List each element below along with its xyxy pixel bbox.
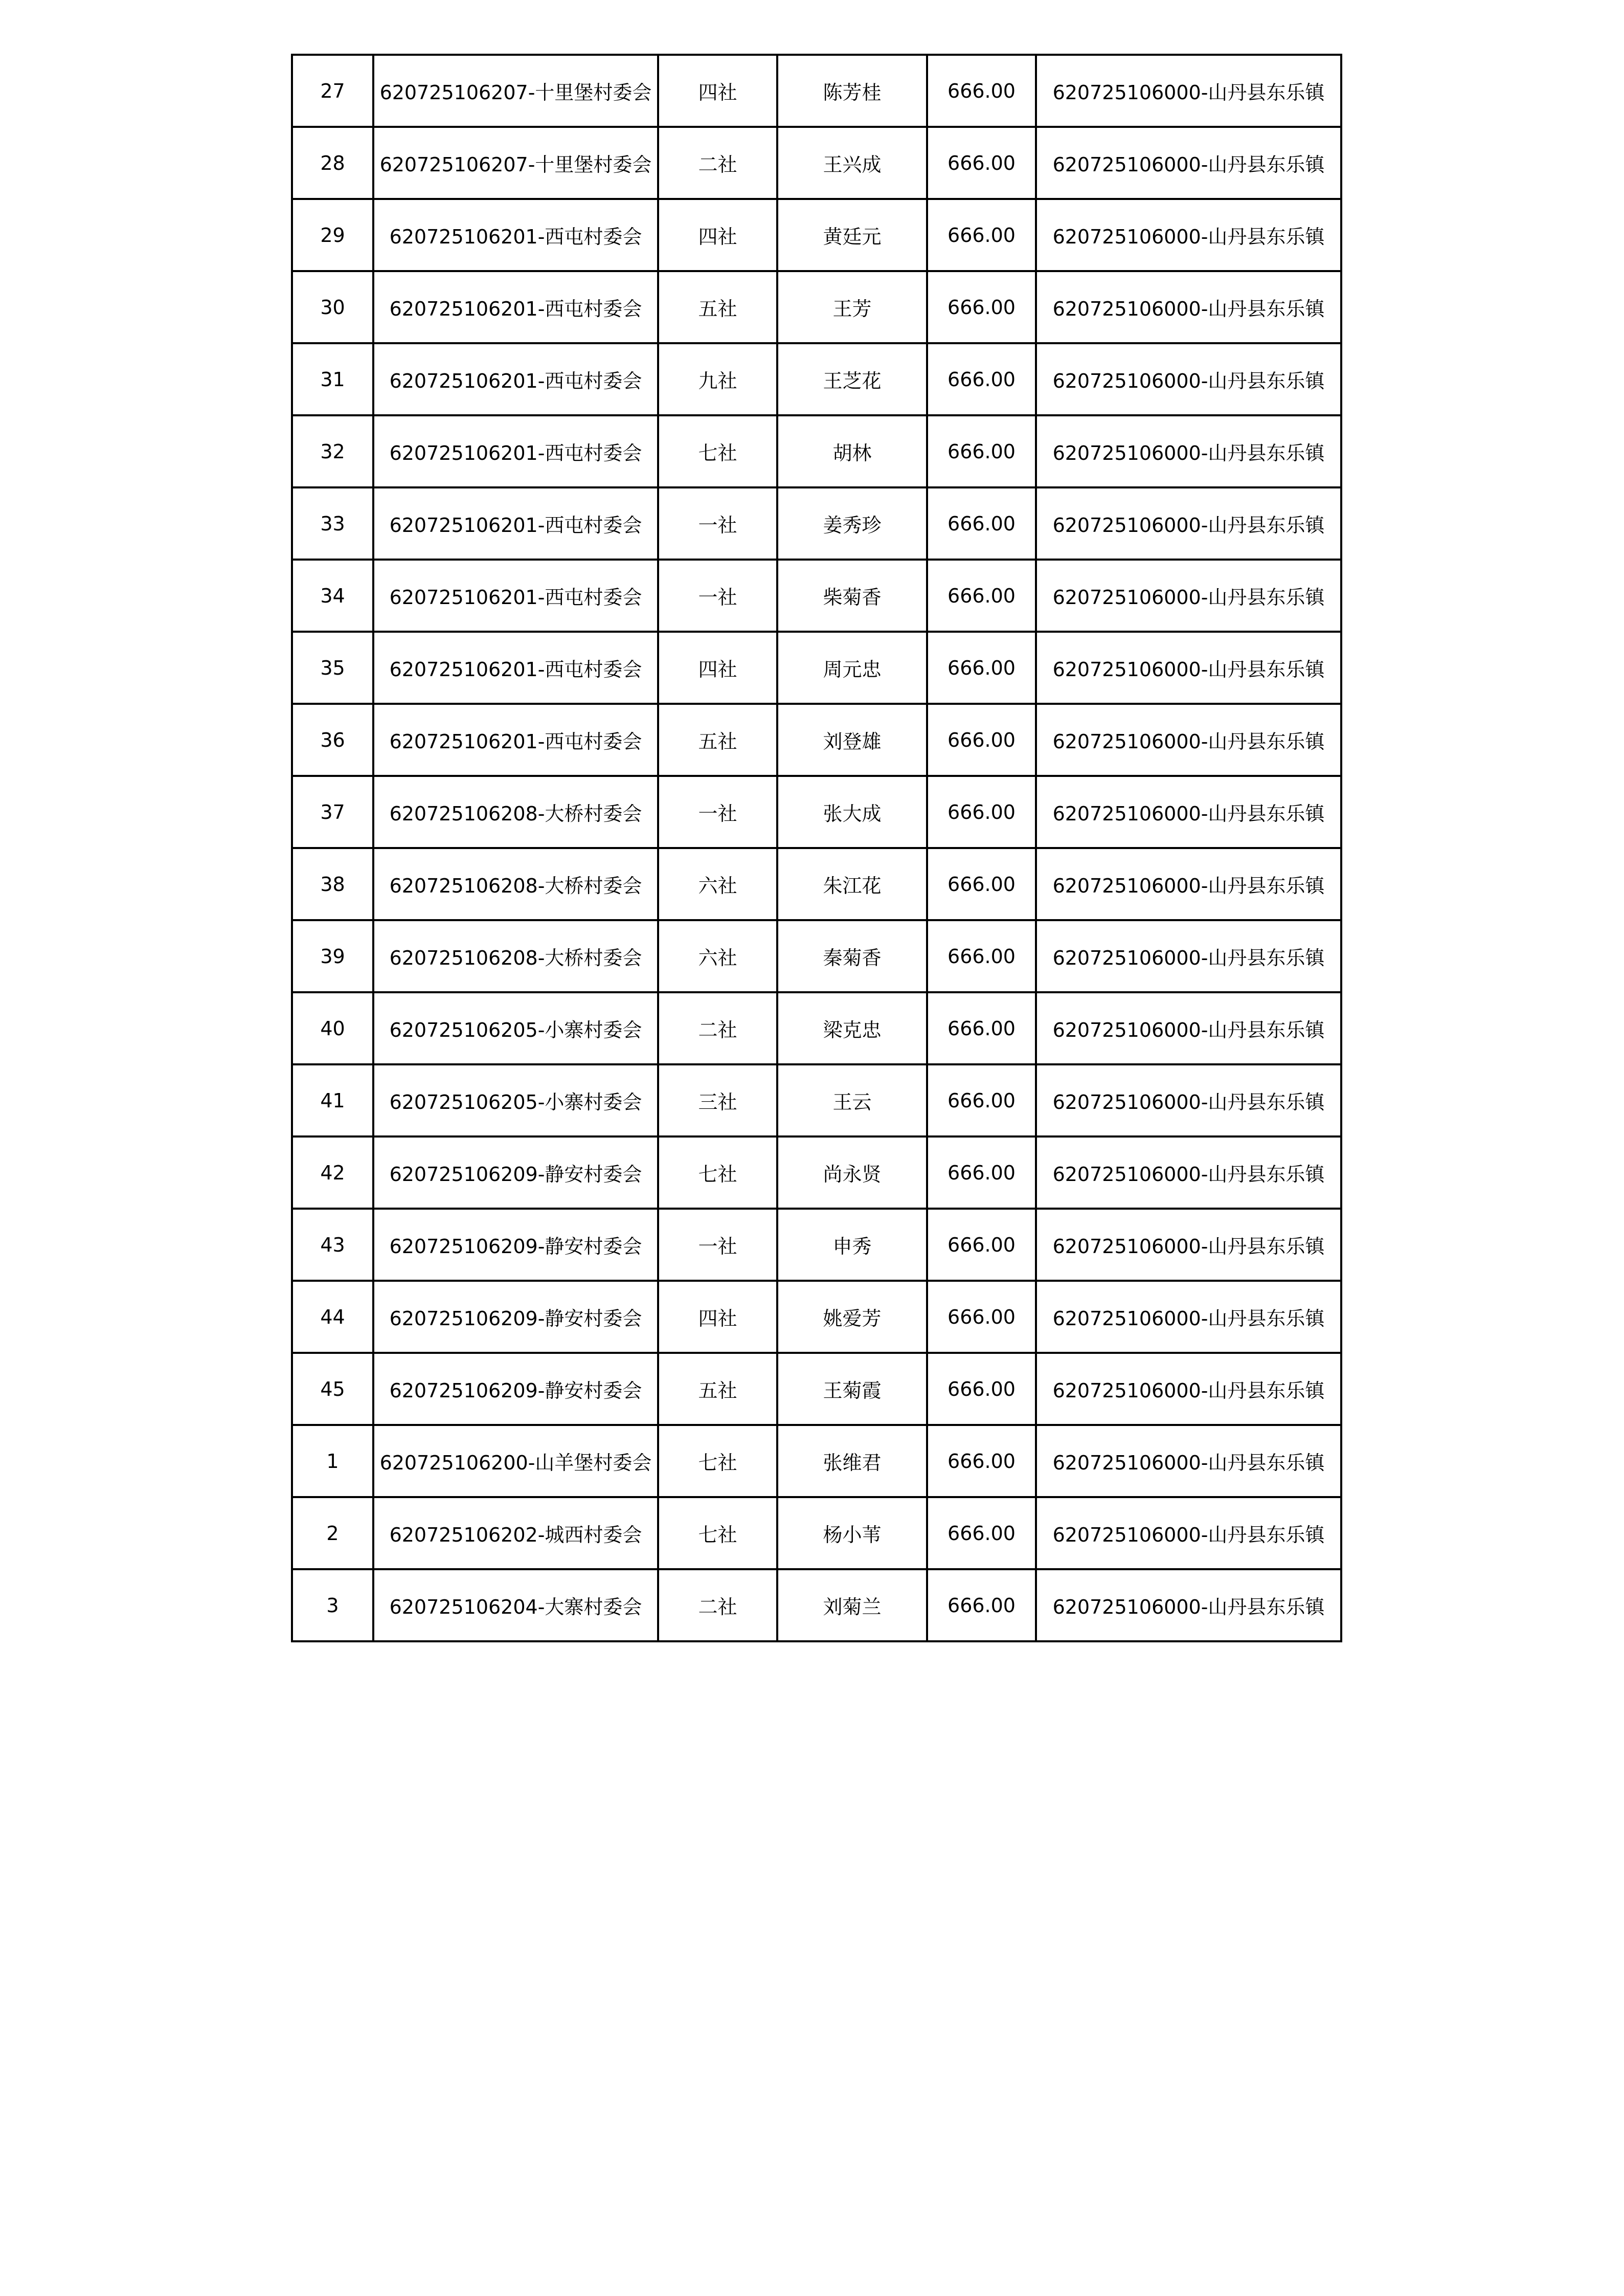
- village-group-cell: 一社: [658, 776, 777, 848]
- amount-cell: 666.00: [927, 415, 1036, 487]
- village-committee-cell: 620725106208-大桥村委会: [373, 920, 658, 992]
- village-group-cell: 一社: [658, 487, 777, 560]
- amount-cell: 666.00: [927, 55, 1036, 127]
- person-name-cell: 周元忠: [777, 632, 927, 704]
- amount-cell: 666.00: [927, 632, 1036, 704]
- village-committee-cell: 620725106209-静安村委会: [373, 1281, 658, 1353]
- township-cell: 620725106000-山丹县东乐镇: [1036, 848, 1341, 920]
- village-committee-cell: 620725106208-大桥村委会: [373, 848, 658, 920]
- row-index-cell: 35: [292, 632, 373, 704]
- amount-cell: 666.00: [927, 560, 1036, 632]
- village-group-cell: 四社: [658, 632, 777, 704]
- township-cell: 620725106000-山丹县东乐镇: [1036, 1064, 1341, 1136]
- person-name-cell: 黄廷元: [777, 199, 927, 271]
- village-group-cell: 七社: [658, 1425, 777, 1497]
- table-row: [292, 415, 1341, 487]
- row-index-cell: 39: [292, 920, 373, 992]
- amount-cell: 666.00: [927, 199, 1036, 271]
- village-group-cell: 二社: [658, 1569, 777, 1641]
- village-committee-cell: 620725106207-十里堡村委会: [373, 127, 658, 199]
- village-committee-cell: 620725106201-西屯村委会: [373, 632, 658, 704]
- township-cell: 620725106000-山丹县东乐镇: [1036, 632, 1341, 704]
- person-name-cell: 王兴成: [777, 127, 927, 199]
- table-row: [292, 776, 1341, 848]
- township-cell: 620725106000-山丹县东乐镇: [1036, 199, 1341, 271]
- amount-cell: 666.00: [927, 776, 1036, 848]
- amount-cell: 666.00: [927, 848, 1036, 920]
- village-group-cell: 六社: [658, 848, 777, 920]
- table-row: [292, 1497, 1341, 1569]
- village-group-cell: 一社: [658, 560, 777, 632]
- township-cell: 620725106000-山丹县东乐镇: [1036, 920, 1341, 992]
- amount-cell: 666.00: [927, 1064, 1036, 1136]
- village-group-cell: 四社: [658, 1281, 777, 1353]
- township-cell: 620725106000-山丹县东乐镇: [1036, 487, 1341, 560]
- row-index-cell: 2: [292, 1497, 373, 1569]
- row-index-cell: 40: [292, 992, 373, 1064]
- person-name-cell: 王云: [777, 1064, 927, 1136]
- village-group-cell: 五社: [658, 1353, 777, 1425]
- table-row: [292, 920, 1341, 992]
- person-name-cell: 柴菊香: [777, 560, 927, 632]
- township-cell: 620725106000-山丹县东乐镇: [1036, 776, 1341, 848]
- table-row: [292, 1209, 1341, 1281]
- table-row: [292, 1064, 1341, 1136]
- amount-cell: 666.00: [927, 1136, 1036, 1209]
- amount-cell: 666.00: [927, 992, 1036, 1064]
- table-row: [292, 1281, 1341, 1353]
- row-index-cell: 27: [292, 55, 373, 127]
- row-index-cell: 29: [292, 199, 373, 271]
- person-name-cell: 申秀: [777, 1209, 927, 1281]
- township-cell: 620725106000-山丹县东乐镇: [1036, 55, 1341, 127]
- amount-cell: 666.00: [927, 1497, 1036, 1569]
- row-index-cell: 3: [292, 1569, 373, 1641]
- amount-cell: 666.00: [927, 1353, 1036, 1425]
- township-cell: 620725106000-山丹县东乐镇: [1036, 992, 1341, 1064]
- table-container: [291, 54, 1342, 1642]
- amount-cell: 666.00: [927, 1209, 1036, 1281]
- village-committee-cell: 620725106201-西屯村委会: [373, 487, 658, 560]
- village-committee-cell: 620725106201-西屯村委会: [373, 343, 658, 415]
- village-group-cell: 九社: [658, 343, 777, 415]
- row-index-cell: 30: [292, 271, 373, 343]
- township-cell: 620725106000-山丹县东乐镇: [1036, 1353, 1341, 1425]
- village-group-cell: 七社: [658, 1136, 777, 1209]
- table-row: [292, 487, 1341, 560]
- village-committee-cell: 620725106205-小寨村委会: [373, 992, 658, 1064]
- village-committee-cell: 620725106208-大桥村委会: [373, 776, 658, 848]
- row-index-cell: 41: [292, 1064, 373, 1136]
- person-name-cell: 王芝花: [777, 343, 927, 415]
- village-committee-cell: 620725106205-小寨村委会: [373, 1064, 658, 1136]
- amount-cell: 666.00: [927, 704, 1036, 776]
- amount-cell: 666.00: [927, 271, 1036, 343]
- person-name-cell: 梁克忠: [777, 992, 927, 1064]
- person-name-cell: 刘登雄: [777, 704, 927, 776]
- row-index-cell: 34: [292, 560, 373, 632]
- table-row: [292, 55, 1341, 127]
- village-committee-cell: 620725106201-西屯村委会: [373, 704, 658, 776]
- row-index-cell: 43: [292, 1209, 373, 1281]
- person-name-cell: 朱江花: [777, 848, 927, 920]
- person-name-cell: 秦菊香: [777, 920, 927, 992]
- table-body: [292, 55, 1341, 1641]
- person-name-cell: 王菊霞: [777, 1353, 927, 1425]
- person-name-cell: 张大成: [777, 776, 927, 848]
- table-row: [292, 127, 1341, 199]
- township-cell: 620725106000-山丹县东乐镇: [1036, 560, 1341, 632]
- table-row: [292, 632, 1341, 704]
- table-row: [292, 1136, 1341, 1209]
- township-cell: 620725106000-山丹县东乐镇: [1036, 1209, 1341, 1281]
- amount-cell: 666.00: [927, 920, 1036, 992]
- person-name-cell: 尚永贤: [777, 1136, 927, 1209]
- amount-cell: 666.00: [927, 1569, 1036, 1641]
- amount-cell: 666.00: [927, 1425, 1036, 1497]
- village-group-cell: 三社: [658, 1064, 777, 1136]
- village-group-cell: 二社: [658, 992, 777, 1064]
- village-committee-cell: 620725106204-大寨村委会: [373, 1569, 658, 1641]
- amount-cell: 666.00: [927, 487, 1036, 560]
- person-name-cell: 杨小苇: [777, 1497, 927, 1569]
- village-group-cell: 四社: [658, 199, 777, 271]
- village-group-cell: 二社: [658, 127, 777, 199]
- row-index-cell: 44: [292, 1281, 373, 1353]
- village-group-cell: 七社: [658, 415, 777, 487]
- township-cell: 620725106000-山丹县东乐镇: [1036, 1569, 1341, 1641]
- village-committee-cell: 620725106201-西屯村委会: [373, 560, 658, 632]
- amount-cell: 666.00: [927, 127, 1036, 199]
- village-committee-cell: 620725106209-静安村委会: [373, 1209, 658, 1281]
- village-group-cell: 一社: [658, 1209, 777, 1281]
- person-name-cell: 张维君: [777, 1425, 927, 1497]
- row-index-cell: 32: [292, 415, 373, 487]
- row-index-cell: 37: [292, 776, 373, 848]
- township-cell: 620725106000-山丹县东乐镇: [1036, 271, 1341, 343]
- village-group-cell: 六社: [658, 920, 777, 992]
- row-index-cell: 28: [292, 127, 373, 199]
- amount-cell: 666.00: [927, 343, 1036, 415]
- village-committee-cell: 620725106200-山羊堡村委会: [373, 1425, 658, 1497]
- row-index-cell: 33: [292, 487, 373, 560]
- table-row: [292, 343, 1341, 415]
- table-row: [292, 199, 1341, 271]
- table-row: [292, 560, 1341, 632]
- village-committee-cell: 620725106209-静安村委会: [373, 1353, 658, 1425]
- row-index-cell: 38: [292, 848, 373, 920]
- amount-cell: 666.00: [927, 1281, 1036, 1353]
- row-index-cell: 36: [292, 704, 373, 776]
- township-cell: 620725106000-山丹县东乐镇: [1036, 1425, 1341, 1497]
- row-index-cell: 1: [292, 1425, 373, 1497]
- row-index-cell: 42: [292, 1136, 373, 1209]
- person-name-cell: 姜秀珍: [777, 487, 927, 560]
- village-committee-cell: 620725106202-城西村委会: [373, 1497, 658, 1569]
- village-committee-cell: 620725106201-西屯村委会: [373, 271, 658, 343]
- township-cell: 620725106000-山丹县东乐镇: [1036, 1281, 1341, 1353]
- row-index-cell: 45: [292, 1353, 373, 1425]
- village-group-cell: 五社: [658, 271, 777, 343]
- person-name-cell: 刘菊兰: [777, 1569, 927, 1641]
- village-committee-cell: 620725106207-十里堡村委会: [373, 55, 658, 127]
- village-committee-cell: 620725106201-西屯村委会: [373, 199, 658, 271]
- township-cell: 620725106000-山丹县东乐镇: [1036, 127, 1341, 199]
- village-group-cell: 五社: [658, 704, 777, 776]
- village-group-cell: 七社: [658, 1497, 777, 1569]
- table-row: [292, 704, 1341, 776]
- township-cell: 620725106000-山丹县东乐镇: [1036, 343, 1341, 415]
- village-group-cell: 四社: [658, 55, 777, 127]
- person-name-cell: 陈芳桂: [777, 55, 927, 127]
- township-cell: 620725106000-山丹县东乐镇: [1036, 1136, 1341, 1209]
- table-row: [292, 992, 1341, 1064]
- village-committee-cell: 620725106201-西屯村委会: [373, 415, 658, 487]
- township-cell: 620725106000-山丹县东乐镇: [1036, 704, 1341, 776]
- township-cell: 620725106000-山丹县东乐镇: [1036, 415, 1341, 487]
- table-row: [292, 1569, 1341, 1641]
- village-committee-cell: 620725106209-静安村委会: [373, 1136, 658, 1209]
- subsidy-recipient-table: [291, 54, 1342, 1642]
- person-name-cell: 王芳: [777, 271, 927, 343]
- person-name-cell: 胡林: [777, 415, 927, 487]
- table-row: [292, 848, 1341, 920]
- township-cell: 620725106000-山丹县东乐镇: [1036, 1497, 1341, 1569]
- table-row: [292, 1425, 1341, 1497]
- row-index-cell: 31: [292, 343, 373, 415]
- table-row: [292, 1353, 1341, 1425]
- person-name-cell: 姚爱芳: [777, 1281, 927, 1353]
- table-row: [292, 271, 1341, 343]
